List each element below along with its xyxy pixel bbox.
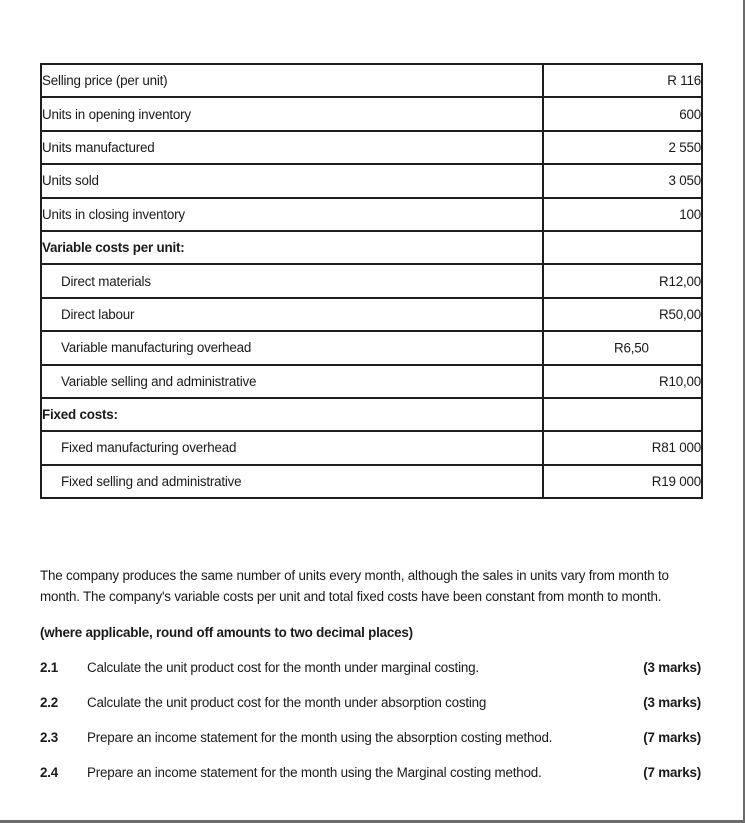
row-label: Fixed selling and administrative [41,465,543,498]
question-2-2 [40,695,701,715]
rounding-note: (where applicable, round off amounts to two decimal places) [40,625,413,640]
table-row [41,465,702,498]
row-mid-value: R6,50 [614,340,649,356]
row-label: Variable selling and administrative [41,365,543,398]
question-number: 2.3 [40,730,59,745]
row-value-cell [543,131,702,164]
row-value: 600 [679,106,701,122]
row-value: R12,00 [659,273,701,289]
table-row [41,298,702,331]
row-value: R50,00 [659,306,701,322]
table-row [41,198,702,231]
question-marks: (7 marks) [643,765,701,780]
row-value-cell [543,465,702,498]
table-row [41,164,702,197]
row-value: 3 050 [668,173,701,189]
question-2-3 [40,730,701,750]
row-value-cell [543,231,702,264]
row-value-cell [543,331,702,364]
question-2-1 [40,660,701,680]
question-number: 2.2 [40,695,59,710]
row-value: R19 000 [651,473,701,489]
question-marks: (3 marks) [643,660,701,675]
table-row [41,97,702,130]
row-value: 100 [679,206,701,222]
question-text: Prepare an income statement for the month using the Marginal costing method. [87,765,542,780]
row-value: 2 550 [668,139,701,155]
row-label: Units in opening inventory [41,97,543,130]
question-number: 2.1 [40,660,59,675]
question-number: 2.4 [40,765,59,780]
row-value: R81 000 [651,440,701,456]
row-label: Units sold [41,164,543,197]
row-label: Fixed manufacturing overhead [41,431,543,464]
table-row [41,64,702,97]
row-value-cell [543,198,702,231]
row-label: Variable manufacturing overhead [41,331,543,364]
company-description: The company produces the same number of units every month, although the sales in units vary from month to month. The company's variable costs per unit and total fixed costs have been constant from month to month. [40,568,669,604]
row-label: Selling price (per unit) [41,64,543,97]
table-row [41,264,702,297]
question-marks: (3 marks) [643,695,701,710]
row-value: R 116 [667,73,701,89]
row-value: R10,00 [659,373,701,389]
table-row [41,331,702,364]
row-value-cell [543,64,702,97]
row-value-cell [543,164,702,197]
row-value-cell [543,264,702,297]
row-label: Variable costs per unit: [41,231,543,264]
row-value-cell [543,97,702,130]
row-value-cell [543,365,702,398]
table-row [41,431,702,464]
row-value-cell [543,298,702,331]
table-row [41,365,702,398]
question-2-4 [40,765,701,785]
table-row [41,231,702,264]
question-text: Calculate the unit product cost for the month under absorption costing [87,695,487,710]
row-label: Fixed costs: [41,398,543,431]
row-label: Units manufactured [41,131,543,164]
table-row [41,398,702,431]
row-label: Direct materials [41,264,543,297]
row-value-cell [543,398,702,431]
question-text: Calculate the unit product cost for the month under marginal costing. [87,660,479,675]
table-row [41,131,702,164]
question-marks: (7 marks) [643,730,701,745]
row-value-cell [543,431,702,464]
row-label: Units in closing inventory [41,198,543,231]
question-text: Prepare an income statement for the month using the absorption costing method. [87,730,553,745]
row-label: Direct labour [41,298,543,331]
cost-data-table [40,63,703,499]
